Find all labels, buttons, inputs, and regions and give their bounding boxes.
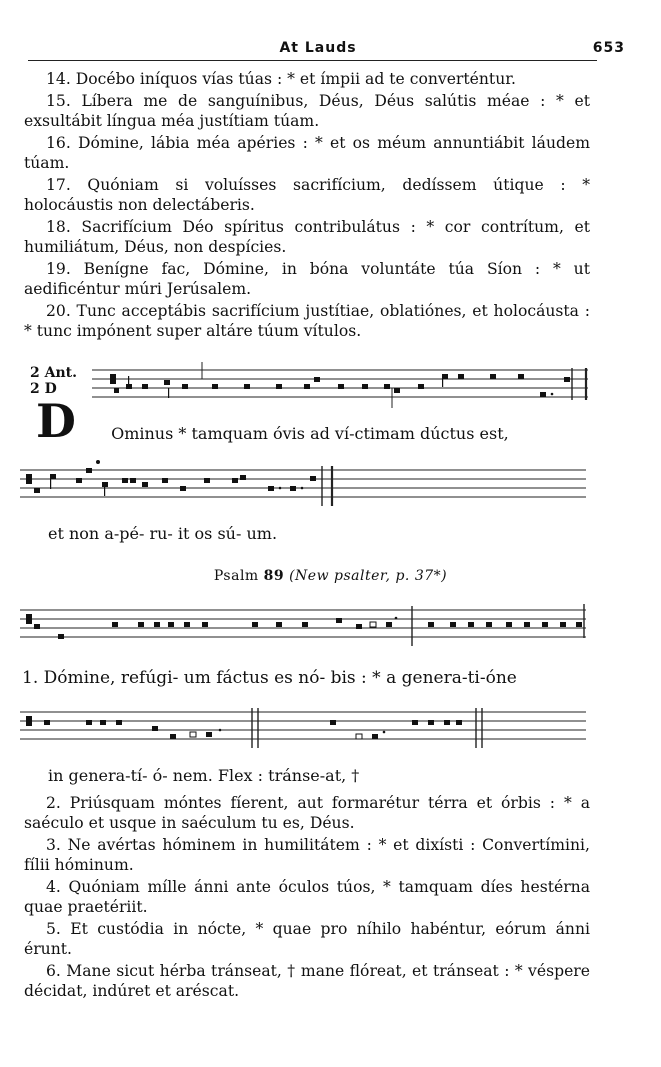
verse-5: 5. Et custódia in nócte, * quae pro níhilo habéntur, eórum ánni érunt. (24, 920, 590, 958)
psalm-heading (0, 568, 661, 584)
psalm-lyric-line-2: in genera-tí- ó- nem. Flex : tránse-at, † (48, 766, 360, 785)
antiphon-initial: D (36, 394, 76, 448)
verse-15: 15. Líbera me de sanguínibus, Déus, Déus salútis méae : * et exsultábit língua méa justítiam túam. (24, 92, 590, 130)
header-title: At Lauds (279, 40, 357, 56)
verse-20: 20. Tunc acceptábis sacrifícium justítiae, oblatiónes, et holocáusta : * tunc impónent super altáre túum vítulos. (24, 302, 590, 340)
verse-19: 19. Benígne fac, Dómine, in bóna voluntáte túa Síon : * ut aedificéntur múri Jerúsalem. (24, 260, 590, 298)
verses-top (24, 69, 590, 343)
psalm-staff-svg-2 (20, 700, 590, 752)
psalm-lyric-line-1: 1. Dómine, refúgi- um fáctus es nó- bis : * a genera-ti-óne (22, 668, 517, 688)
antiphon-number: 2 Ant. (30, 365, 77, 381)
psalm-heading-word: Psalm (213, 568, 259, 584)
antiphon-lyric-line-1 (86, 424, 509, 443)
psalm-staff-2 (20, 700, 590, 752)
chant-staff-svg-2 (20, 458, 590, 514)
antiphon-staff-2 (20, 458, 590, 514)
antiphon-mode: 2 D (30, 381, 57, 397)
verse-14: 14. Docébo iníquos vías túas : * et ímpii ad te converténtur. (46, 70, 516, 88)
psalm-number: 89 (263, 568, 285, 584)
page-number: 653 (592, 40, 625, 56)
antiphon-label (30, 365, 77, 397)
verse-17: 17. Quóniam si voluísses sacrifícium, dedíssem útique : * holocáustis non delectáberis. (24, 176, 590, 214)
verses-bottom (24, 793, 590, 1003)
verse-3: 3. Ne avértas hóminem in humilitátem : * et dixísti : Convertímini, fílii hóminum. (24, 836, 590, 874)
psalm-staff-svg-1 (20, 598, 590, 650)
psalm-staff-1 (20, 598, 590, 650)
psalm-reference: (New psalter, p. 37*) (289, 568, 448, 584)
verse-16: 16. Dómine, lábia méa apéries : * et os méum annuntiábit láudem túam. (24, 134, 590, 172)
antiphon-staff-1 (92, 360, 592, 414)
verse-6: 6. Mane sicut hérba tránseat, † mane flóreat, et tránseat : * véspere décidat, indúret et aréscat. (24, 962, 590, 1000)
verse-4: 4. Quóniam mílle ánni ante óculos túos, * tamquam díes hestérna quae praetériit. (24, 878, 590, 916)
verse-2: 2. Priúsquam móntes fíerent, aut formarétur térra et órbis : * a saéculo et usque in saéculum tu es, Déus. (24, 794, 590, 832)
antiphon-lyric-text-1: Ominus * tamquam óvis ad ví-ctimam dúctus est, (111, 424, 509, 443)
running-header (28, 38, 625, 61)
verse-18: 18. Sacrifícium Déo spíritus contribulátus : * cor contrítum, et humiliátum, Déus, non despícies. (24, 218, 590, 256)
chant-staff-svg (92, 360, 592, 414)
antiphon-lyric-line-2: et non a-pé- ru- it os sú- um. (48, 524, 278, 543)
